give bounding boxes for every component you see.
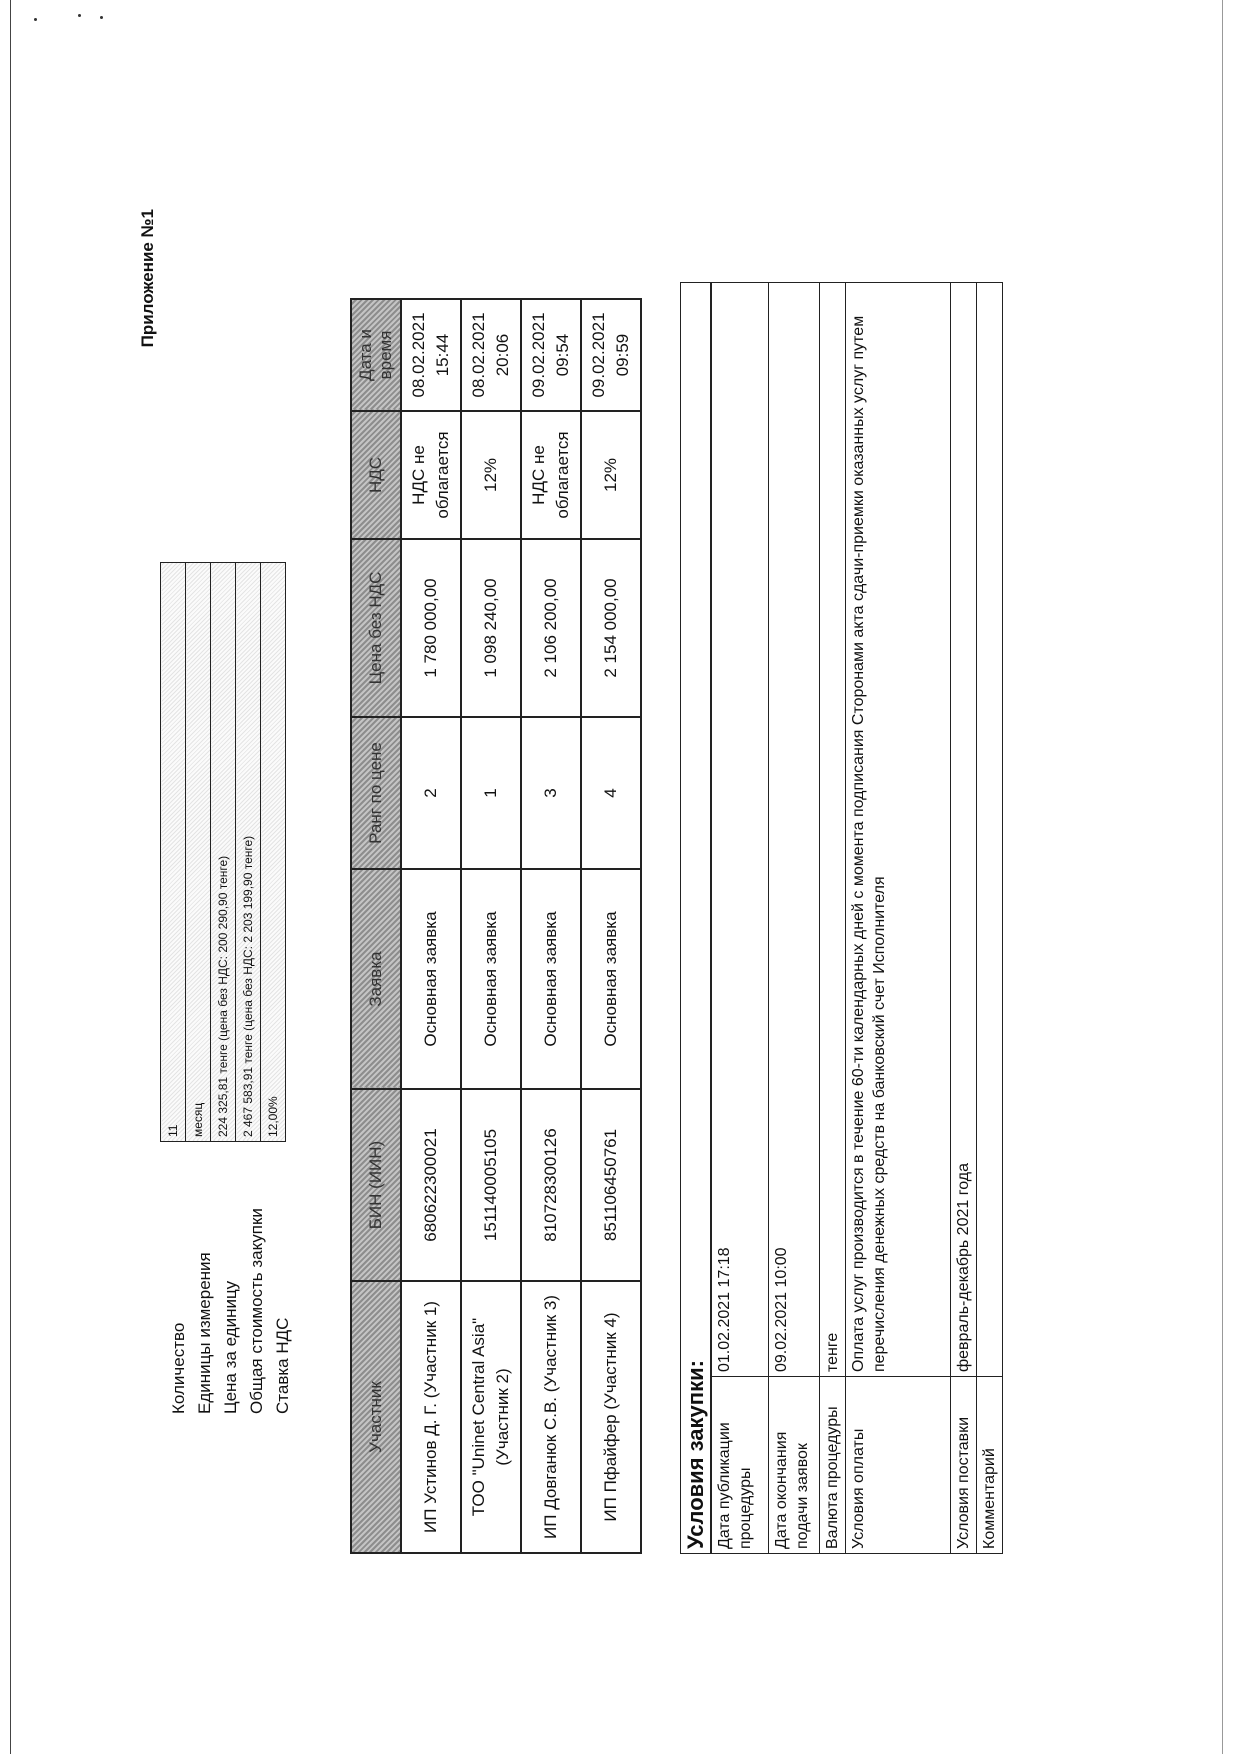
participant-datetime	[401, 299, 461, 411]
col-header-application: Заявка	[351, 869, 401, 1089]
table-row	[977, 283, 1003, 1554]
col-header-rank: Ранг по цене	[351, 717, 401, 869]
summary-value-vat-rate: 12,00%	[261, 563, 286, 1142]
condition-value-payment-terms: Оплата услуг производится в течение 60-ти календарных дней с момента подписания Сторонами акта сдачи-приемки оказанных услуг путем перечисления денежных средств на банковский счет Исполнителя	[846, 283, 951, 1377]
table-row	[820, 283, 846, 1554]
participant-bin: 680622300021	[401, 1089, 461, 1281]
participant-datetime	[461, 299, 521, 411]
summary-values-table	[160, 562, 286, 1142]
condition-label-publication-date: Дата публикации процедуры	[711, 1377, 769, 1554]
summary-value-quantity: 11	[161, 563, 186, 1142]
participant-name: ИП Устинов Д. Г. (Участник 1)	[401, 1281, 461, 1553]
participant-price: 2 106 200,00	[521, 539, 581, 717]
participant-rank: 1	[461, 717, 521, 869]
condition-value-comment	[977, 283, 1003, 1377]
participant-name: ТОО "Uninet Central Asia" (Участник 2)	[461, 1281, 521, 1553]
participant-application: Основная заявка	[521, 869, 581, 1089]
table-row	[521, 299, 581, 1553]
col-header-bin: БИН (ИИН)	[351, 1089, 401, 1281]
table-row	[461, 299, 521, 1553]
summary-labels	[166, 1154, 296, 1414]
participant-date: 08.02.2021	[469, 312, 488, 398]
procurement-conditions-table	[680, 282, 1003, 1554]
condition-label-comment: Комментарий	[977, 1377, 1003, 1554]
participant-time: 20:06	[493, 333, 512, 377]
table-row	[401, 299, 461, 1553]
participant-datetime	[581, 299, 641, 411]
col-header-participant: Участник	[351, 1281, 401, 1553]
table-row	[951, 283, 977, 1554]
participant-time: 09:59	[613, 333, 632, 377]
participant-price: 1 780 000,00	[401, 539, 461, 717]
participant-vat: НДС не облагается	[401, 411, 461, 539]
participant-price: 1 098 240,00	[461, 539, 521, 717]
table-row	[769, 283, 820, 1554]
conditions-heading: Условия закупки:	[681, 283, 712, 1554]
participant-bin: 151140005105	[461, 1089, 521, 1281]
condition-value-currency: тенге	[820, 283, 846, 1377]
participant-vat: 12%	[461, 411, 521, 539]
condition-label-payment-terms: Условия оплаты	[846, 1377, 951, 1554]
participant-rank: 2	[401, 717, 461, 869]
summary-value-unit-price: 224 325,81 тенге (цена без НДС: 200 290,90 тенге)	[211, 563, 236, 1142]
participant-application: Основная заявка	[581, 869, 641, 1089]
participant-vat: 12%	[581, 411, 641, 539]
summary-value-units: месяц	[186, 563, 211, 1142]
participant-bin: 810728300126	[521, 1089, 581, 1281]
summary-label-unit-price: Цена за единицу	[221, 1280, 240, 1414]
summary-label-quantity: Количество	[169, 1322, 188, 1414]
participant-time: 15:44	[433, 333, 452, 377]
condition-value-deadline: 09.02.2021 10:00	[769, 283, 820, 1377]
document-title: Приложение №1	[138, 209, 157, 348]
col-header-price: Цена без НДС	[351, 539, 401, 717]
table-row	[846, 283, 951, 1554]
participant-datetime	[521, 299, 581, 411]
participant-rank: 3	[521, 717, 581, 869]
condition-label-delivery-terms: Условия поставки	[951, 1377, 977, 1554]
participants-table	[350, 298, 642, 1554]
participant-rank: 4	[581, 717, 641, 869]
participants-header-row	[351, 299, 401, 1553]
summary-label-units: Единицы измерения	[195, 1252, 214, 1414]
participant-vat: НДС не облагается	[521, 411, 581, 539]
participant-application: Основная заявка	[461, 869, 521, 1089]
table-row	[581, 299, 641, 1553]
participant-time: 09:54	[553, 333, 572, 377]
col-header-vat: НДС	[351, 411, 401, 539]
col-header-datetime: Дата и время	[351, 299, 401, 411]
participant-price: 2 154 000,00	[581, 539, 641, 717]
condition-value-publication-date: 01.02.2021 17:18	[711, 283, 769, 1377]
condition-label-deadline: Дата окончания подачи заявок	[769, 1377, 820, 1554]
summary-label-vat-rate: Ставка НДС	[273, 1317, 292, 1414]
participant-name: ИП Пфайфер (Участник 4)	[581, 1281, 641, 1553]
participant-application: Основная заявка	[401, 869, 461, 1089]
summary-value-total-cost: 2 467 583,91 тенге (цена без НДС: 2 203 199,90 тенге)	[236, 563, 261, 1142]
participant-date: 09.02.2021	[589, 312, 608, 398]
condition-value-delivery-terms: февраль-декабрь 2021 года	[951, 283, 977, 1377]
condition-label-currency: Валюта процедуры	[820, 1377, 846, 1554]
table-row	[711, 283, 769, 1554]
summary-label-total-cost: Общая стоимость закупки	[247, 1208, 266, 1414]
participant-date: 08.02.2021	[409, 312, 428, 398]
participant-name: ИП Довганюк С.В. (Участник 3)	[521, 1281, 581, 1553]
participant-date: 09.02.2021	[529, 312, 548, 398]
participant-bin: 851106450761	[581, 1089, 641, 1281]
